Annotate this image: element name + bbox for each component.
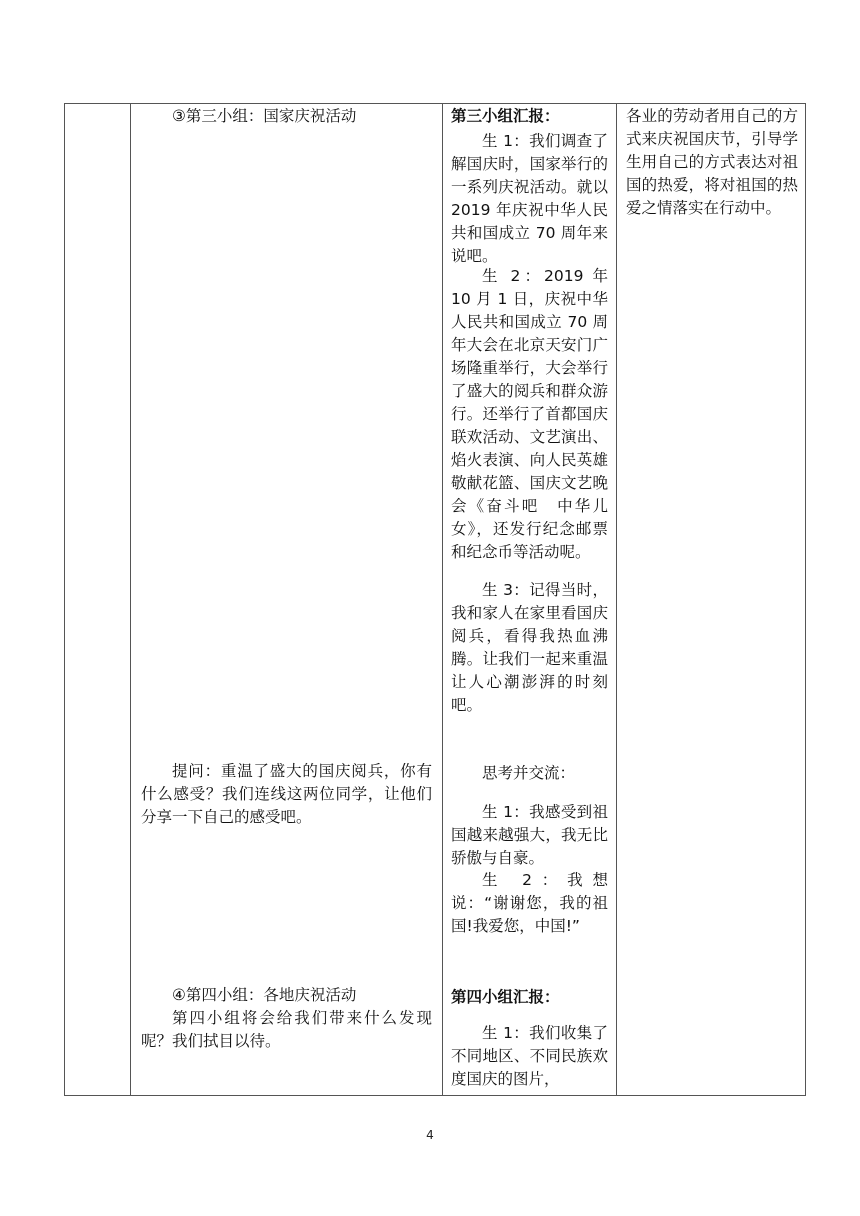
- group3-title: ③第三小组：国家庆祝活动: [172, 107, 357, 125]
- group4-student1: 生 1：我们收集了不同地区、不同民族欢度国庆的图片，: [451, 1024, 608, 1088]
- student2-report: 生 2：2019 年 10 月 1 日，庆祝中华人民共和国成立 70 周年大会在北京天安门广场隆重举行，大会举行了盛大的阅兵和群众游行。还举行了首都国庆联欢活动、文艺演出、焰火表演、向人民英雄敬献花篮、国庆文艺晚会《奋斗吧 中华儿女》，还发行纪念邮票和纪念币等活动呢。: [451, 267, 608, 561]
- group4-title: ④第四小组：各地庆祝活动: [172, 986, 357, 1004]
- lesson-table: [64, 103, 806, 1096]
- report4-heading: 第四小组汇报：: [451, 988, 560, 1006]
- student2-feeling: 生 2：我想说：“谢谢您，我的祖国!我爱您，中国!”: [451, 871, 608, 935]
- design-intent-column: [617, 104, 805, 1095]
- student1-report: 生 1：我们调查了解国庆时，国家举行的一系列庆祝活动。就以 2019 年庆祝中华人民共和国成立 70 周年来说吧。: [451, 132, 608, 265]
- think-and-discuss: 思考并交流：: [482, 764, 576, 782]
- teacher-activity-column: [131, 104, 442, 1095]
- group4-intro: 第四小组将会给我们带来什么发现呢？我们拭目以待。: [141, 1009, 432, 1050]
- design-intent-text: 各业的劳动者用自己的方式来庆祝国庆节，引导学生用自己的方式表达对祖国的热爱，将对祖国的热爱之情落实在行动中。: [626, 107, 798, 217]
- report3-heading: 第三小组汇报：: [451, 107, 560, 125]
- page-number: 4: [426, 1128, 434, 1142]
- student-activity-column: [443, 104, 616, 1095]
- student1-feeling: 生 1：我感受到祖国越来越强大，我无比骄傲与自豪。: [451, 803, 608, 867]
- question-text: 提问：重温了盛大的国庆阅兵，你有什么感受？我们连线这两位同学，让他们分享一下自己的感受吧。: [141, 762, 432, 826]
- student3-report: 生 3：记得当时，我和家人在家里看国庆阅兵，看得我热血沸腾。让我们一起来重温让人心潮澎湃的时刻吧。: [451, 581, 608, 714]
